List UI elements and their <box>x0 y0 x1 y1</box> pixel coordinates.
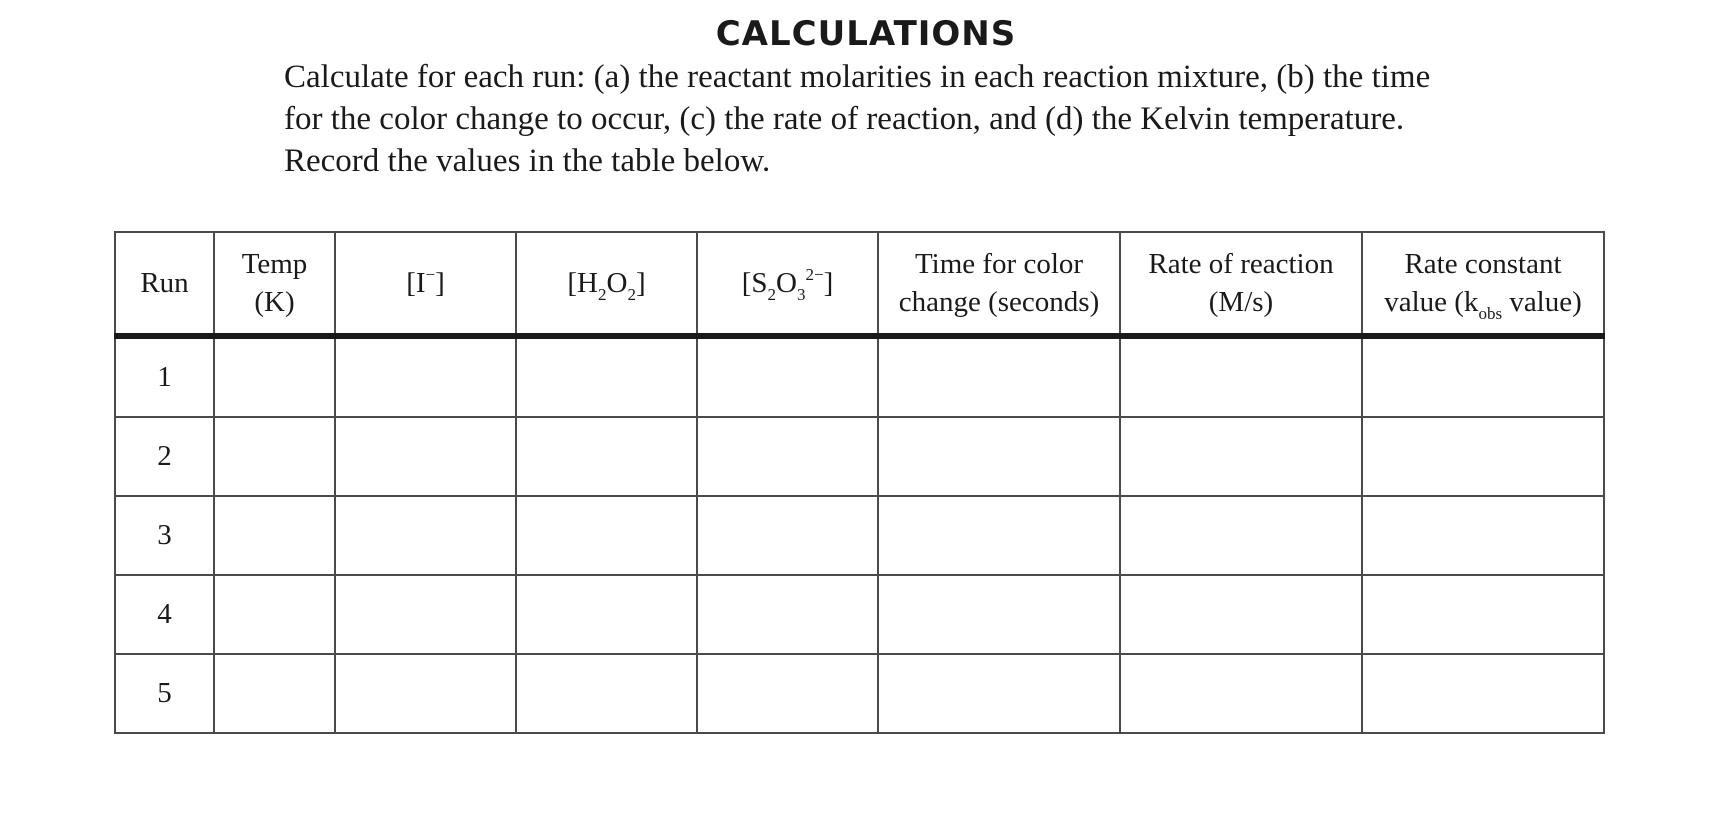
iodide-cell[interactable] <box>335 575 516 654</box>
thio-charge: 2− <box>805 265 824 284</box>
rate-constant-cell[interactable] <box>1362 336 1604 417</box>
peroxide-cell[interactable] <box>516 496 697 575</box>
header-temp <box>214 232 335 336</box>
thio-close: ] <box>823 267 834 299</box>
k-line-2-end: value) <box>1502 286 1582 318</box>
instructions-line-2: for the color change to occur, (c) the rate of reaction, and (d) the Kelvin temperature. <box>284 101 1405 137</box>
thio-sub-sup <box>797 264 824 302</box>
table-row <box>115 496 1604 575</box>
peroxide-o: O <box>606 267 628 299</box>
header-k-line-2 <box>1363 283 1603 321</box>
thio-sub-2: 3 <box>796 285 806 304</box>
table-row <box>115 575 1604 654</box>
run-number-cell: 2 <box>115 417 214 496</box>
iodide-cell[interactable] <box>335 336 516 417</box>
rate-cell[interactable] <box>1120 417 1362 496</box>
header-peroxide <box>516 232 697 336</box>
table-row <box>115 654 1604 733</box>
temp-cell[interactable] <box>214 336 335 417</box>
header-temp-line-1: Temp <box>241 248 308 280</box>
thiosulfate-cell[interactable] <box>697 336 878 417</box>
iodide-cell[interactable] <box>335 654 516 733</box>
instructions-line-1: Calculate for each run: (a) the reactant molarities in each reaction mixture, (b) the time <box>284 59 1431 95</box>
rate-constant-cell[interactable] <box>1362 417 1604 496</box>
run-number-cell: 5 <box>115 654 214 733</box>
peroxide-h: [H <box>567 267 598 299</box>
header-iodide <box>335 232 516 336</box>
table-row <box>115 336 1604 417</box>
header-rate <box>1120 232 1362 336</box>
header-thiosulfate <box>697 232 878 336</box>
rate-cell[interactable] <box>1120 575 1362 654</box>
run-number-cell: 1 <box>115 336 214 417</box>
peroxide-sub-2: 2 <box>627 285 636 304</box>
header-run-label: Run <box>140 267 189 299</box>
time-cell[interactable] <box>878 654 1120 733</box>
time-cell[interactable] <box>878 496 1120 575</box>
temp-cell[interactable] <box>214 575 335 654</box>
peroxide-cell[interactable] <box>516 336 697 417</box>
iodide-open: [I <box>406 267 426 299</box>
time-cell[interactable] <box>878 417 1120 496</box>
header-k-line-1: Rate constant <box>1404 248 1562 280</box>
header-run <box>115 232 214 336</box>
rate-cell[interactable] <box>1120 336 1362 417</box>
time-cell[interactable] <box>878 336 1120 417</box>
header-time-line-2: change (seconds) <box>898 286 1100 318</box>
k-line-2-start: value (k <box>1384 286 1479 318</box>
header-time <box>878 232 1120 336</box>
page-title: CALCULATIONS <box>715 14 1017 54</box>
thiosulfate-cell[interactable] <box>697 417 878 496</box>
rate-constant-cell[interactable] <box>1362 496 1604 575</box>
rate-constant-cell[interactable] <box>1362 654 1604 733</box>
thiosulfate-cell[interactable] <box>697 496 878 575</box>
header-rate-line-2: (M/s) <box>1208 286 1274 318</box>
header-row <box>115 232 1604 336</box>
header-rate-line-1: Rate of reaction <box>1148 248 1334 280</box>
thiosulfate-cell[interactable] <box>697 575 878 654</box>
run-number-cell: 3 <box>115 496 214 575</box>
temp-cell[interactable] <box>214 654 335 733</box>
calculations-table <box>114 231 1605 734</box>
run-number-cell: 4 <box>115 575 214 654</box>
iodide-charge: − <box>425 265 436 284</box>
iodide-cell[interactable] <box>335 496 516 575</box>
temp-cell[interactable] <box>214 417 335 496</box>
k-obs-subscript: obs <box>1478 304 1503 323</box>
iodide-cell[interactable] <box>335 417 516 496</box>
peroxide-cell[interactable] <box>516 654 697 733</box>
rate-cell[interactable] <box>1120 496 1362 575</box>
peroxide-cell[interactable] <box>516 575 697 654</box>
peroxide-sub-1: 2 <box>597 285 607 304</box>
iodide-close: ] <box>435 267 445 299</box>
instructions-line-3: Record the values in the table below. <box>284 143 771 179</box>
time-cell[interactable] <box>878 575 1120 654</box>
rate-cell[interactable] <box>1120 654 1362 733</box>
temp-cell[interactable] <box>214 496 335 575</box>
thio-sub-1: 2 <box>767 285 777 304</box>
peroxide-close: ] <box>635 267 646 299</box>
thio-o: O <box>776 267 797 299</box>
header-rate-constant <box>1362 232 1604 336</box>
peroxide-cell[interactable] <box>516 417 697 496</box>
thiosulfate-cell[interactable] <box>697 654 878 733</box>
header-temp-line-2: (K) <box>254 286 295 318</box>
table-row <box>115 417 1604 496</box>
header-time-line-1: Time for color <box>914 248 1084 280</box>
thio-s: [S <box>741 267 768 299</box>
rate-constant-cell[interactable] <box>1362 575 1604 654</box>
instructions-paragraph <box>284 56 1484 182</box>
